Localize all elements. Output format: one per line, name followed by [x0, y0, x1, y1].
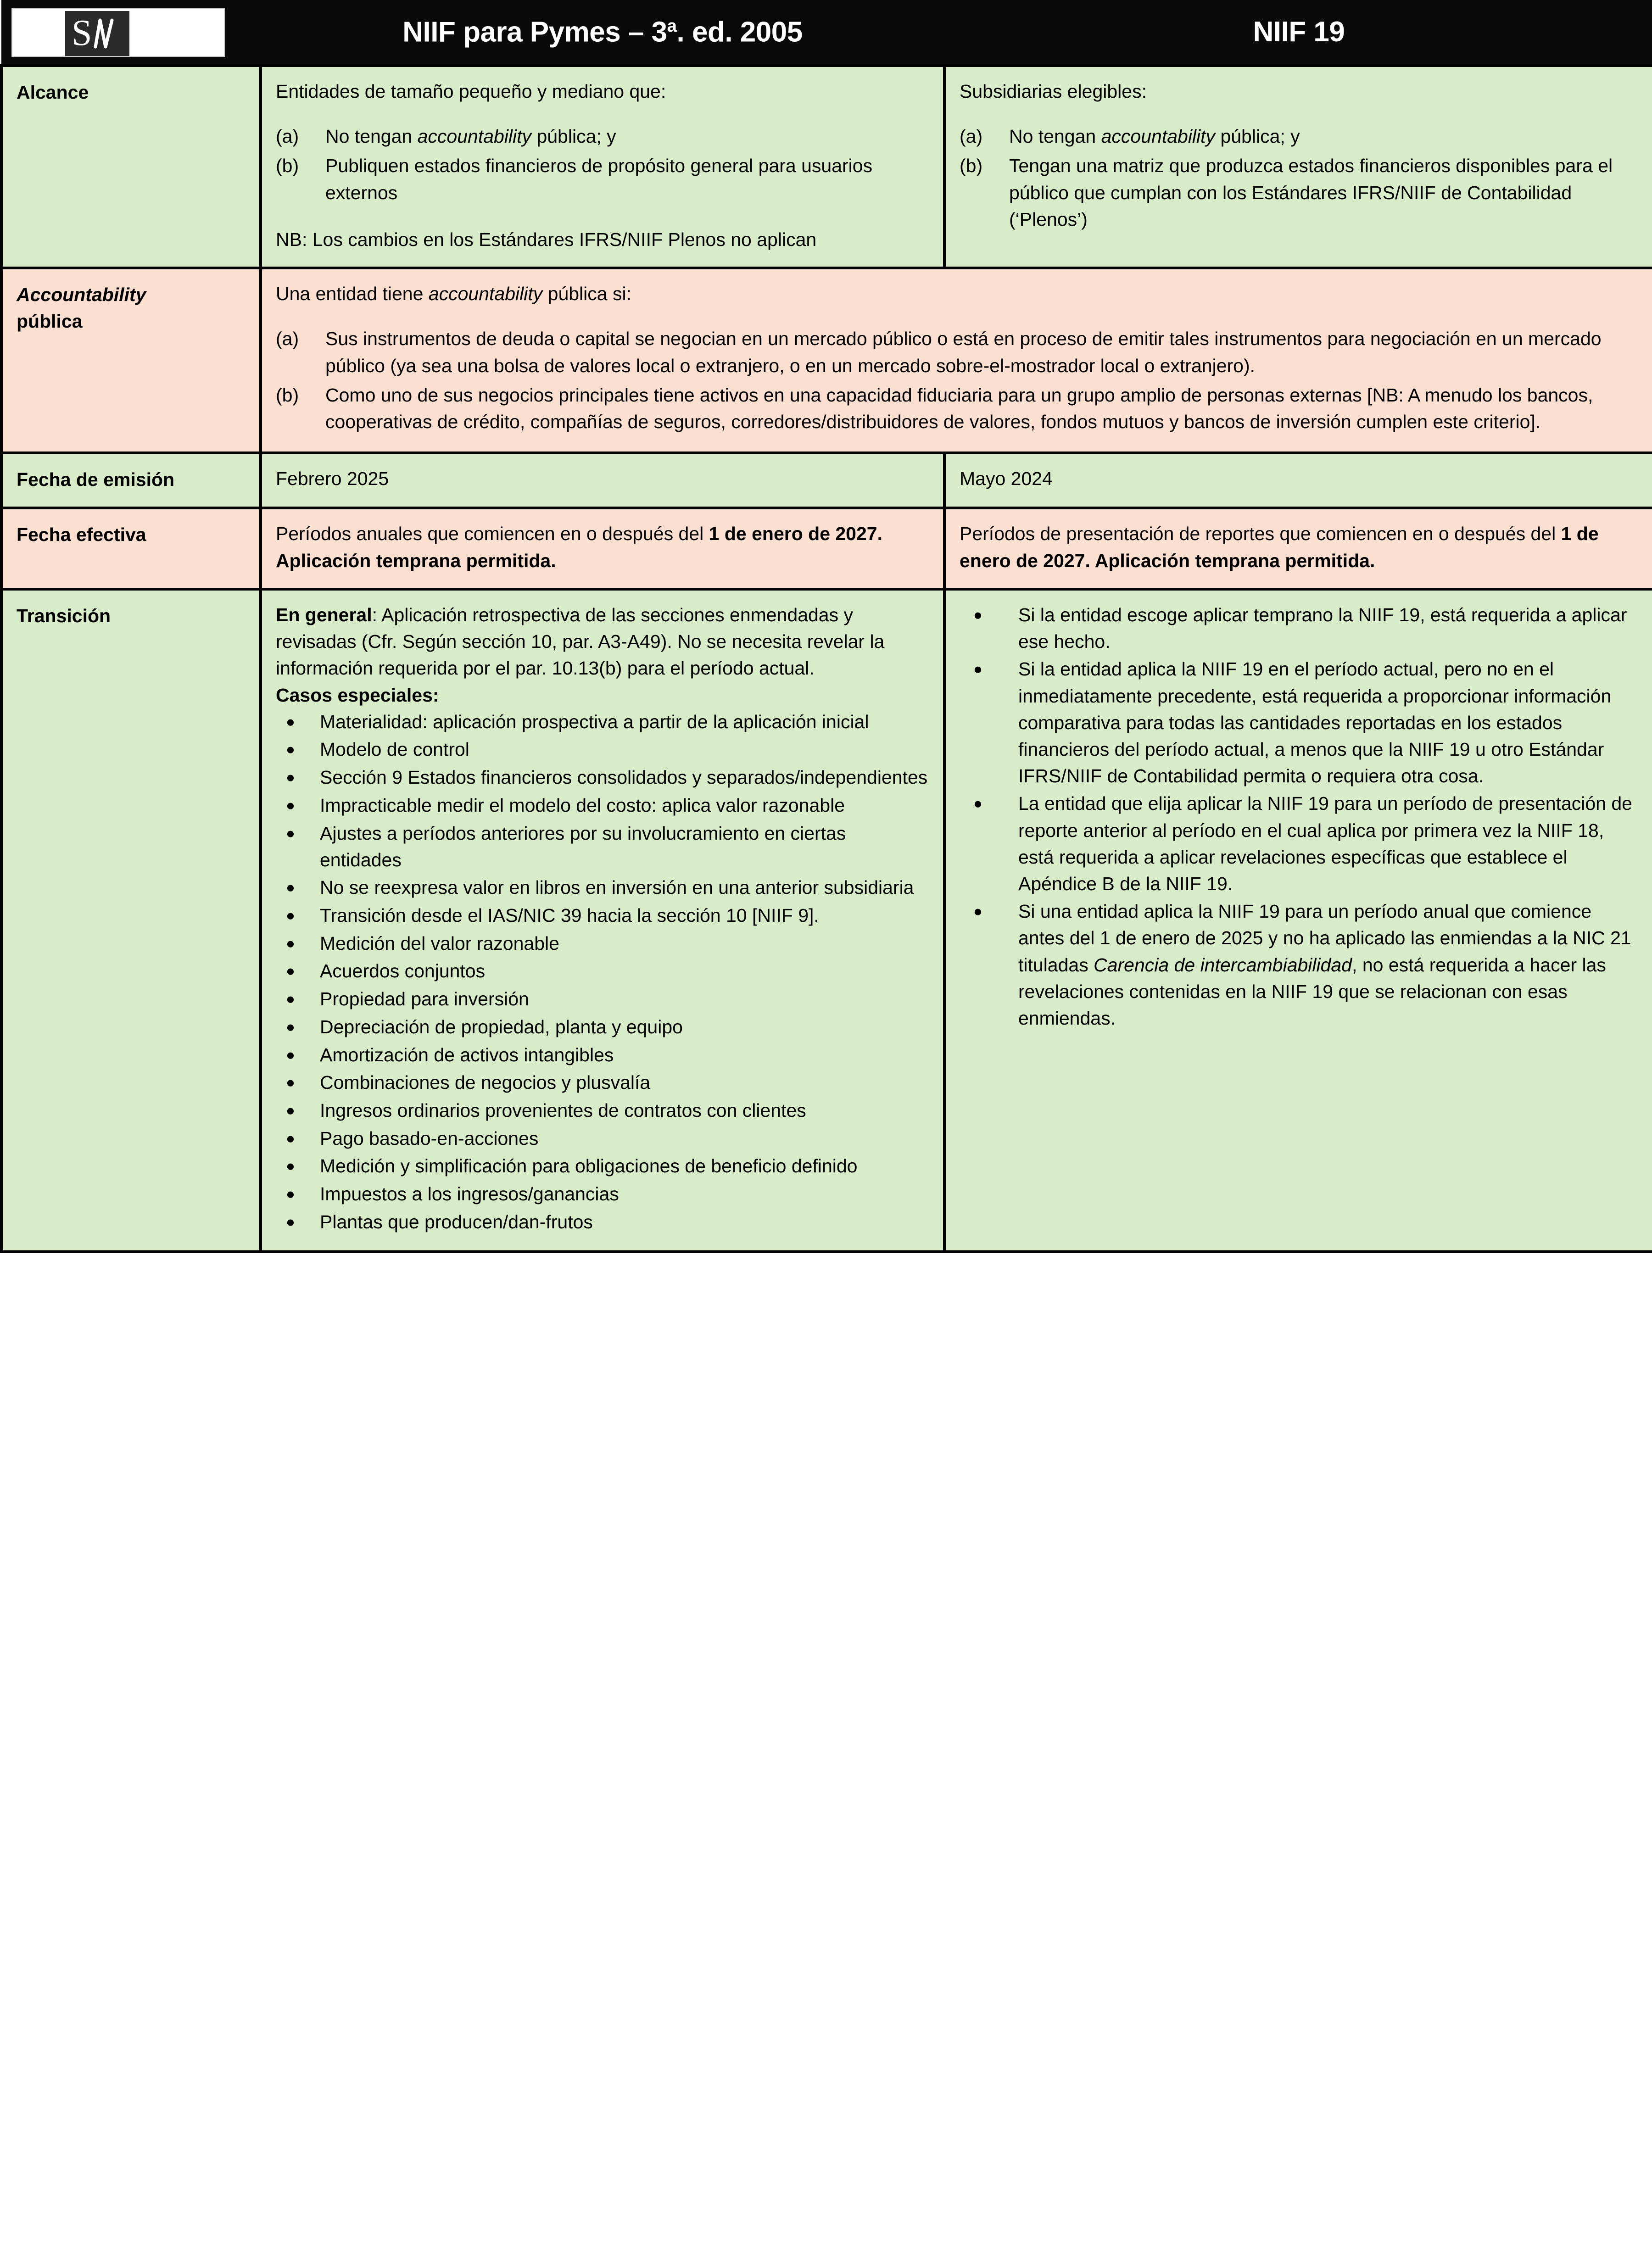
transicion-niif19-bullets	[960, 602, 1640, 1032]
alcance-niif19-intro: Subsidiarias elegibles:	[960, 81, 1147, 102]
list-item	[276, 792, 931, 819]
bullet-icon: ●	[286, 1185, 295, 1203]
row-label-accountability-italic: Accountability	[17, 284, 146, 306]
header-title-sme-text	[261, 17, 944, 47]
list-item	[276, 902, 931, 929]
cell-transicion-sme	[261, 589, 944, 1252]
list-text	[1009, 123, 1640, 150]
accountability-list	[276, 325, 1640, 435]
list-text: Si la entidad escoge aplicar temprano la NIIF 19, está requerida a aplicar ese hecho.	[1018, 604, 1627, 652]
list-item	[276, 1125, 931, 1152]
bullet-icon: ●	[286, 1213, 295, 1230]
row-fecha-emision	[1, 453, 1652, 508]
list-text-pre: No tengan	[1009, 126, 1101, 147]
list-text: Materialidad: aplicación prospectiva a partir de la aplicación inicial	[320, 711, 869, 732]
transicion-sme-general	[276, 602, 931, 682]
row-label-fecha-efectiva: Fecha efectiva	[1, 508, 261, 589]
cell-fecha-emision-niif19: Mayo 2024	[944, 453, 1652, 508]
cell-accountability-body	[261, 268, 1652, 453]
fecha-efectiva-niif19-text	[960, 520, 1640, 574]
bullet-icon: ●	[286, 713, 295, 730]
list-text-pre: No tengan	[325, 126, 418, 147]
row-fecha-efectiva	[1, 508, 1652, 589]
svg-text:S: S	[72, 13, 92, 53]
list-marker: (a)	[276, 126, 299, 147]
list-text: Publiquen estados financieros de propósito general para usuarios externos	[325, 155, 873, 203]
list-text: Sección 9 Estados financieros consolidados y separados/independientes	[320, 767, 928, 788]
list-text: Sus instrumentos de deuda o capital se negocian en un mercado público o está en proceso de emitir tales instrumentos para negociación en un mercado público (ya sea una bolsa de valores local o extranjero, o en un mercado sobre-el-mostrador local o extranjero).	[325, 328, 1602, 376]
transicion-sme-special-heading-text: Casos especiales:	[276, 684, 439, 706]
list-text: Ingresos ordinarios provenientes de contratos con clientes	[320, 1099, 806, 1121]
bullet-icon: ●	[286, 990, 295, 1008]
logo-cell	[1, 0, 261, 66]
list-text: La entidad que elija aplicar la NIIF 19 para un período de presentación de reporte anterior al período en el cual aplica por primera vez la NIIF 18, está requerida a aplicar revelaciones específicas que establece el Apéndice B de la NIIF 19.	[1018, 793, 1632, 895]
bullet-icon: ●	[286, 1046, 295, 1063]
bullet-icon: ●	[286, 934, 295, 952]
cell-transicion-niif19	[944, 589, 1652, 1252]
list-text-post: pública; y	[1215, 126, 1300, 147]
bullet-icon: ●	[286, 1157, 295, 1175]
list-item	[960, 898, 1640, 1031]
fecha-efectiva-sme-text	[276, 520, 931, 574]
list-item	[276, 1153, 931, 1180]
list-item	[960, 602, 1640, 655]
transicion-sme-special-heading	[276, 682, 931, 708]
row-label-accountability	[1, 268, 261, 453]
bullet-icon: ●	[286, 906, 295, 924]
list-text	[325, 123, 931, 150]
list-text-italic: accountability	[1101, 126, 1216, 147]
list-item	[276, 1042, 931, 1069]
bullet-icon: ●	[973, 795, 982, 812]
list-text-pre: Si una entidad aplica la NIIF 19 para un período anual que comience antes del 1 de enero de 2025 y no ha aplicado las enmiendas a la NIC 21 tituladas	[1018, 901, 1631, 976]
list-marker: (b)	[276, 384, 299, 406]
list-text: Combinaciones de negocios y plusvalía	[320, 1072, 651, 1093]
list-text: Depreciación de propiedad, planta y equipo	[320, 1016, 683, 1037]
bullet-icon: ●	[286, 1129, 295, 1147]
bullet-icon: ●	[286, 824, 295, 842]
list-text: Transición desde el IAS/NIC 39 hacia la sección 10 [NIIF 9].	[320, 904, 819, 926]
bullet-icon: ●	[286, 1018, 295, 1035]
accountability-intro-pre: Una entidad tiene	[276, 283, 429, 305]
fecha-efectiva-niif19-pre: Períodos de presentación de reportes que comiencen en o después del	[960, 523, 1561, 545]
list-item	[276, 1014, 931, 1041]
accountability-intro-post: pública si:	[542, 283, 631, 305]
bullet-icon: ●	[286, 1101, 295, 1119]
list-text: Ajustes a períodos anteriores por su involucramiento en ciertas entidades	[320, 822, 846, 870]
bullet-icon: ●	[286, 879, 295, 896]
list-item	[276, 152, 931, 206]
accountability-intro-italic: accountability	[428, 283, 543, 305]
header-title-sme-tail: . ed. 2005	[676, 16, 803, 48]
bullet-icon: ●	[973, 903, 982, 920]
cell-alcance-niif19	[944, 66, 1652, 268]
list-item	[276, 958, 931, 985]
bullet-icon: ●	[286, 769, 295, 786]
list-text: Medición y simplificación para obligaciones de beneficio definido	[320, 1155, 858, 1177]
transicion-sme-general-bold: En general	[276, 604, 372, 625]
list-item	[960, 656, 1640, 789]
list-marker: (b)	[960, 155, 983, 177]
list-text: Tengan una matriz que produzca estados financieros disponibles para el público que cumplan con los Estándares IFRS/NIIF de Contabilidad (‘Plenos’)	[1009, 155, 1613, 230]
list-text: Modelo de control	[320, 739, 469, 760]
list-text: Impracticable medir el modelo del costo: aplica valor razonable	[320, 794, 845, 816]
transicion-sme-bullets	[276, 708, 931, 1236]
cell-alcance-sme	[261, 66, 944, 268]
sm-logo-icon	[65, 11, 129, 56]
table-header-row	[1, 0, 1652, 66]
row-label-accountability-plain: pública	[17, 311, 83, 332]
row-alcance	[1, 66, 1652, 268]
bullet-icon: ●	[286, 962, 295, 980]
bullet-icon: ●	[973, 606, 982, 623]
list-item	[276, 1181, 931, 1208]
list-text: Si la entidad aplica la NIIF 19 en el período actual, pero no en el inmediatamente precedente, está requerida a proporcionar información comparativa para todas las cantidades reportadas en los estados financieros del período actual, a menos que la NIIF 19 u otro Estándar IFRS/NIIF de Contabilidad permita o requiera otra cosa.	[1018, 658, 1612, 787]
header-title-niif19-text: NIIF 19	[1253, 16, 1345, 48]
list-item	[276, 123, 931, 150]
list-item	[276, 874, 931, 901]
bullet-icon: ●	[286, 1074, 295, 1091]
fecha-efectiva-sme-pre: Períodos anuales que comiencen en o después del	[276, 523, 709, 545]
list-item	[960, 790, 1640, 897]
list-item	[276, 1069, 931, 1096]
cell-fecha-emision-sme: Febrero 2025	[261, 453, 944, 508]
row-accountability	[1, 268, 1652, 453]
list-text: No se reexpresa valor en libros en inversión en una anterior subsidiaria	[320, 877, 914, 898]
list-text: Impuestos a los ingresos/ganancias	[320, 1183, 619, 1205]
header-title-sme-sup: a	[667, 16, 677, 36]
row-transicion	[1, 589, 1652, 1252]
transicion-sme-general-text: : Aplicación retrospectiva de las secciones enmendadas y revisadas (Cfr. Según sección 10, par. A3-A49). No se necesita revelar la información requerida por el par. 10.13(b) para el período actual.	[276, 604, 885, 679]
row-label-fecha-emision: Fecha de emisión	[1, 453, 261, 508]
list-item	[276, 382, 1640, 435]
list-text: Acuerdos conjuntos	[320, 960, 486, 982]
cell-fecha-efectiva-niif19	[944, 508, 1652, 589]
alcance-sme-list	[276, 123, 931, 206]
list-marker: (a)	[960, 126, 983, 147]
row-label-transicion: Transición	[1, 589, 261, 1252]
accountability-intro	[276, 280, 1640, 307]
list-item	[276, 764, 931, 791]
list-text-post: , no está requerida a hacer las revelaciones contenidas en la NIIF 19 que se relacionan con esas enmiendas.	[1018, 954, 1606, 1029]
list-item	[276, 325, 1640, 379]
alcance-sme-intro: Entidades de tamaño pequeño y mediano que:	[276, 81, 666, 102]
list-item	[276, 708, 931, 736]
list-item	[276, 1097, 931, 1124]
alcance-sme-note: NB: Los cambios en los Estándares IFRS/NIIF Plenos no aplican	[276, 229, 817, 250]
list-item	[276, 1209, 931, 1236]
header-title-sme	[261, 0, 944, 66]
list-text: Como uno de sus negocios principales tiene activos en una capacidad fiduciaria para un grupo amplio de personas externas [NB: A menudo los bancos, cooperativas de crédito, compañías de seguros, corredores/distribuidores de valores, fondos mutuos y bancos de inversión cumplen este criterio].	[325, 384, 1593, 432]
list-text: Plantas que producen/dan-frutos	[320, 1211, 593, 1232]
list-item	[276, 930, 931, 957]
bullet-icon: ●	[286, 796, 295, 814]
list-marker: (a)	[276, 328, 299, 350]
list-item	[276, 736, 931, 763]
list-text: Amortización de activos intangibles	[320, 1044, 614, 1065]
row-label-alcance: Alcance	[1, 66, 261, 268]
list-text: Medición del valor razonable	[320, 932, 559, 954]
alcance-niif19-list	[960, 123, 1640, 233]
bullet-icon: ●	[286, 741, 295, 758]
header-title-sme-main: NIIF para Pymes – 3	[402, 16, 667, 48]
list-item	[276, 986, 931, 1013]
header-title-niif19	[944, 0, 1652, 66]
list-text	[1018, 898, 1640, 1031]
list-item	[960, 123, 1640, 150]
list-text-italic: accountability	[417, 126, 532, 147]
list-text: Pago basado-en-acciones	[320, 1127, 539, 1149]
list-text-post: pública; y	[531, 126, 616, 147]
fecha-efectiva-sme-bold: 1 de enero de 2027. Aplicación temprana permitida.	[276, 523, 882, 571]
list-item	[276, 820, 931, 873]
list-text: Propiedad para inversión	[320, 988, 529, 1010]
list-text-italic: Carencia de intercambiabilidad	[1094, 954, 1352, 976]
list-item	[960, 152, 1640, 233]
list-marker: (b)	[276, 155, 299, 177]
cell-fecha-efectiva-sme	[261, 508, 944, 589]
logo-box	[11, 8, 225, 57]
bullet-icon: ●	[973, 660, 982, 678]
fecha-efectiva-niif19-bold: 1 de enero de 2027. Aplicación temprana permitida.	[960, 523, 1599, 571]
